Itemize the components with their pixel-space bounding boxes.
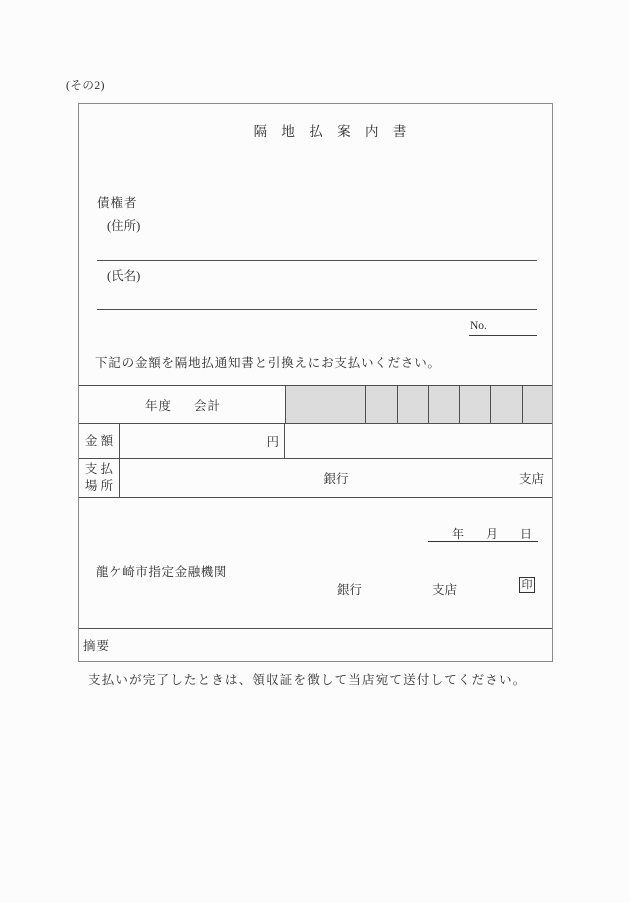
code-box-3	[428, 386, 459, 423]
payment-place-label-line2: 場 所	[84, 479, 114, 493]
signature-branch-label: 支店	[432, 583, 458, 597]
table-row-signature	[79, 497, 552, 628]
table-row-fiscal-codes	[79, 385, 552, 423]
address-blank-line	[97, 260, 537, 261]
no-label: No.	[470, 320, 487, 332]
code-box-6	[522, 386, 552, 423]
summary-label: 摘要	[83, 639, 111, 653]
document-number-field	[469, 320, 537, 336]
summary-label-cell	[79, 629, 552, 661]
day-label: 日	[519, 527, 532, 541]
creditor-label: 債権者	[97, 196, 138, 210]
signature-bank-label: 銀行	[337, 583, 363, 597]
bank-label: 銀行	[323, 472, 349, 486]
seal-mark: 印	[519, 577, 535, 593]
fiscal-year-account-cell	[79, 386, 285, 423]
table-row-payment-place	[79, 458, 552, 497]
amount-value-cell	[120, 424, 285, 458]
year-label: 年	[452, 527, 465, 541]
form-title: 隔 地 払 案 内 書	[253, 124, 408, 139]
name-label: (氏名)	[107, 269, 141, 283]
payment-place-label-line1: 支 払	[84, 462, 114, 476]
form-box	[78, 103, 553, 662]
table-row-amount	[79, 423, 552, 458]
branch-label: 支店	[518, 472, 544, 486]
payment-place-label-cell	[79, 459, 120, 497]
address-label: (住所)	[107, 219, 141, 233]
payment-table	[79, 385, 552, 661]
footer-note: 支払いが完了したときは、領収証を徴して当店宛て送付してください。	[88, 673, 527, 687]
name-blank-line	[97, 309, 537, 310]
code-box-1	[365, 386, 397, 423]
amount-extra-cell	[285, 424, 552, 458]
date-field	[428, 525, 538, 542]
month-label: 月	[485, 527, 498, 541]
yen-label: 円	[266, 435, 279, 449]
payment-place-value-cell	[120, 459, 552, 497]
instruction-text: 下記の金額を隔地払通知書と引換えにお支払いください。	[95, 356, 441, 370]
account-label: 会計	[194, 398, 222, 413]
page-label: (その2)	[66, 80, 105, 92]
code-box-4	[459, 386, 490, 423]
code-box-5	[490, 386, 522, 423]
code-box-wide	[285, 386, 365, 423]
amount-label-cell	[79, 424, 120, 458]
fiscal-year-label: 年度	[145, 398, 173, 413]
code-box-2	[397, 386, 428, 423]
table-row-summary	[79, 628, 552, 661]
amount-label: 金 額	[84, 433, 114, 448]
designated-institution-label: 龍ケ崎市指定金融機関	[96, 565, 228, 579]
